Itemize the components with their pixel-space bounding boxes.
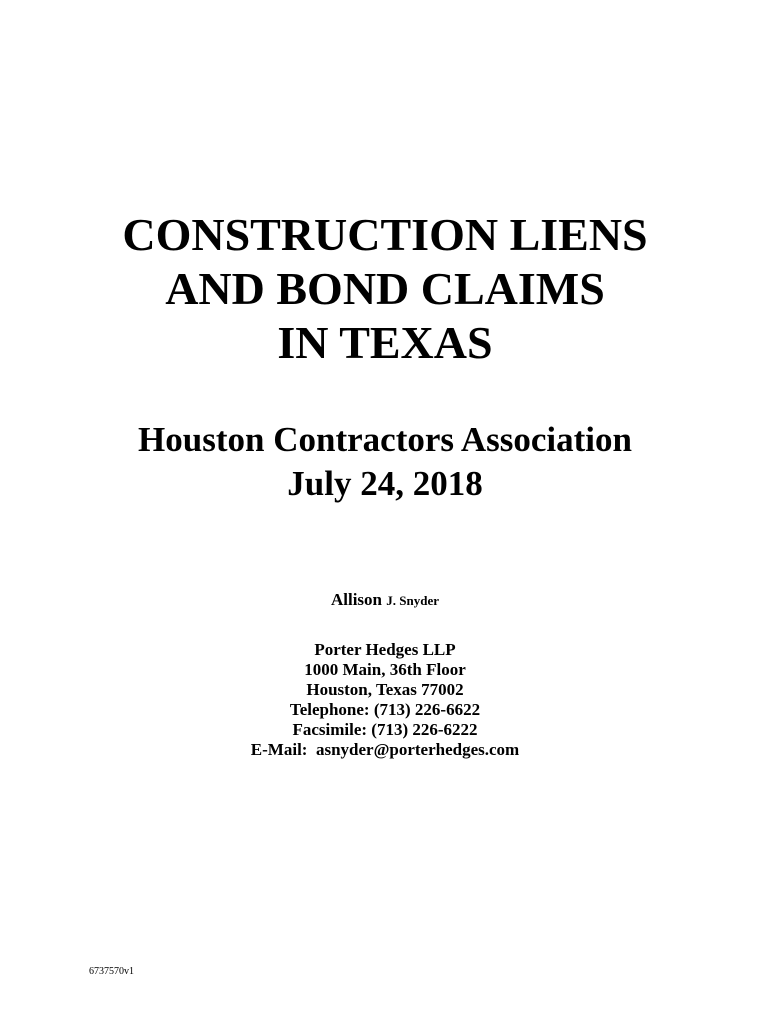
- title-line-2: AND BOND CLAIMS: [165, 263, 605, 314]
- author-first-name: Allison: [330, 590, 383, 609]
- author-rest-name: J. Snyder: [386, 593, 439, 608]
- title-line-3: IN TEXAS: [277, 317, 493, 368]
- title-line-1: CONSTRUCTION LIENS: [122, 209, 648, 260]
- event-block: [0, 418, 770, 506]
- email: E-Mail: asnyder@porterhedges.com: [250, 740, 520, 759]
- event-organization: Houston Contractors Association: [138, 420, 632, 459]
- facsimile: Facsimile: (713) 226-6222: [292, 720, 478, 739]
- address-line-1: 1000 Main, 36th Floor: [304, 660, 466, 679]
- contact-block: [0, 640, 770, 760]
- telephone: Telephone: (713) 226-6622: [289, 700, 481, 719]
- address-line-2: Houston, Texas 77002: [306, 680, 464, 699]
- firm-name: Porter Hedges LLP: [314, 640, 456, 659]
- author-name: [0, 589, 770, 612]
- document-id: 6737570v1: [89, 966, 134, 977]
- event-date: July 24, 2018: [287, 464, 483, 503]
- document-title: [0, 208, 770, 370]
